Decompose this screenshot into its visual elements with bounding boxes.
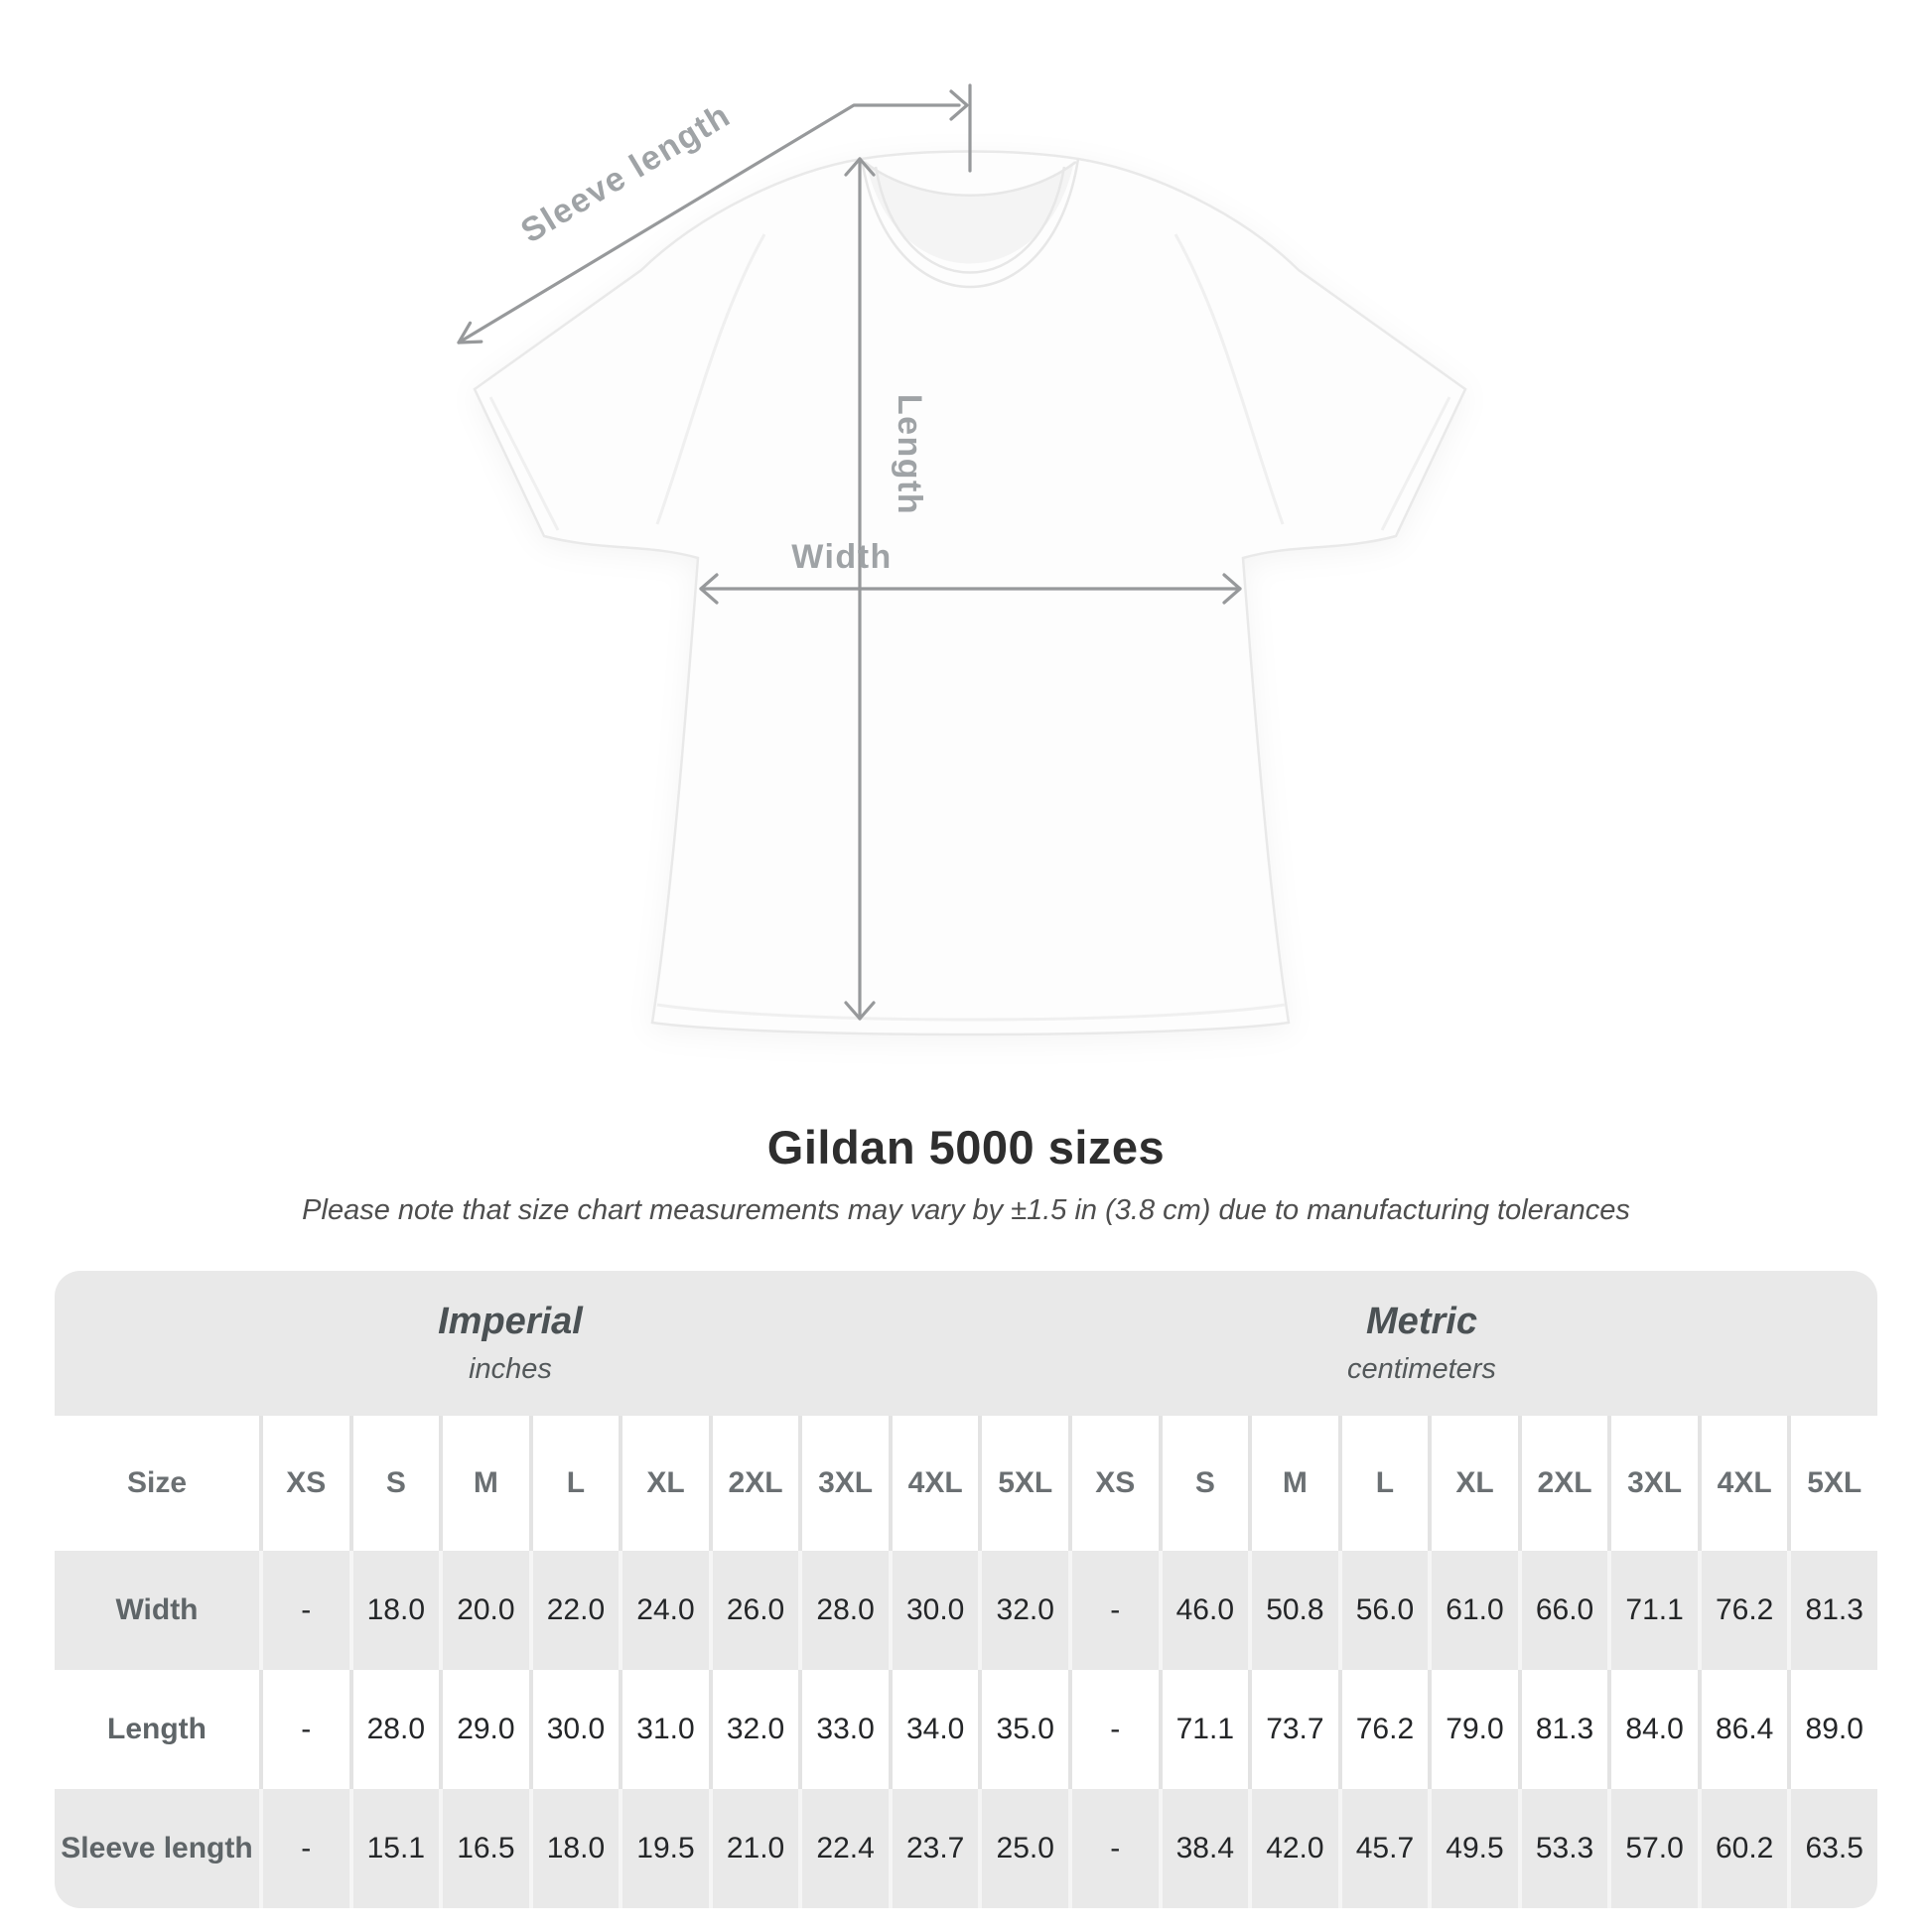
value-cell: 46.0 xyxy=(1159,1551,1249,1670)
value-cell: 28.0 xyxy=(798,1551,889,1670)
value-cell: 33.0 xyxy=(798,1670,889,1789)
value-cell: - xyxy=(1068,1551,1159,1670)
metric-group-name: Metric xyxy=(1366,1301,1477,1342)
value-cell: 79.0 xyxy=(1428,1670,1518,1789)
value-cell: 18.0 xyxy=(529,1789,620,1908)
size-header-cell: 5XL xyxy=(978,1416,1068,1551)
value-cell: 73.7 xyxy=(1248,1670,1338,1789)
value-cell: 81.3 xyxy=(1518,1670,1608,1789)
value-cell: 38.4 xyxy=(1159,1789,1249,1908)
value-cell: 57.0 xyxy=(1607,1789,1698,1908)
value-cell: - xyxy=(1068,1670,1159,1789)
size-header-cell: 2XL xyxy=(709,1416,799,1551)
size-header-row xyxy=(55,1416,1877,1551)
value-cell: 45.7 xyxy=(1338,1789,1429,1908)
row-label: Sleeve length xyxy=(61,1832,253,1864)
unit-group-header-row xyxy=(55,1271,1877,1416)
sleeve-length-row xyxy=(55,1789,1877,1908)
size-chart-card xyxy=(55,1271,1877,1908)
length-label: Length xyxy=(891,393,928,516)
size-header-cell: L xyxy=(1338,1416,1429,1551)
value-cell: 26.0 xyxy=(709,1551,799,1670)
value-cell: 30.0 xyxy=(889,1551,979,1670)
page-title: Gildan 5000 sizes xyxy=(766,1121,1166,1173)
size-header-cell: 5XL xyxy=(1787,1416,1877,1551)
value-cell: 32.0 xyxy=(709,1670,799,1789)
value-cell: 24.0 xyxy=(619,1551,709,1670)
value-cell: - xyxy=(259,1551,349,1670)
value-cell: 86.4 xyxy=(1698,1670,1788,1789)
tolerance-note: Please note that size chart measurements may vary by ±1.5 in (3.8 cm) due to manufacturing tolerances xyxy=(302,1194,1630,1226)
length-row xyxy=(55,1670,1877,1789)
value-cell: 84.0 xyxy=(1607,1670,1698,1789)
size-header-cell: XS xyxy=(1068,1416,1159,1551)
size-header-cell: 2XL xyxy=(1518,1416,1608,1551)
value-cell: 20.0 xyxy=(439,1551,529,1670)
value-cell: 31.0 xyxy=(619,1670,709,1789)
value-cell: 76.2 xyxy=(1338,1670,1429,1789)
value-cell: 49.5 xyxy=(1428,1789,1518,1908)
value-cell: 30.0 xyxy=(529,1670,620,1789)
size-header-cell: S xyxy=(349,1416,440,1551)
size-header-cell: XS xyxy=(259,1416,349,1551)
value-cell: 18.0 xyxy=(349,1551,440,1670)
value-cell: 22.4 xyxy=(798,1789,889,1908)
size-header-cell: 4XL xyxy=(889,1416,979,1551)
value-cell: 53.3 xyxy=(1518,1789,1608,1908)
value-cell: 23.7 xyxy=(889,1789,979,1908)
value-cell: 56.0 xyxy=(1338,1551,1429,1670)
value-cell: - xyxy=(259,1789,349,1908)
title-block xyxy=(0,1120,1932,1227)
value-cell: - xyxy=(1068,1789,1159,1908)
size-column-header: Size xyxy=(126,1466,188,1499)
value-cell: 21.0 xyxy=(709,1789,799,1908)
value-cell: 16.5 xyxy=(439,1789,529,1908)
size-header-cell: M xyxy=(439,1416,529,1551)
value-cell: 34.0 xyxy=(889,1670,979,1789)
value-cell: 71.1 xyxy=(1607,1551,1698,1670)
value-cell: 42.0 xyxy=(1248,1789,1338,1908)
value-cell: 35.0 xyxy=(978,1670,1068,1789)
value-cell: 81.3 xyxy=(1787,1551,1877,1670)
value-cell: 71.1 xyxy=(1159,1670,1249,1789)
sleeve-length-label: Sleeve length xyxy=(514,95,738,251)
value-cell: 28.0 xyxy=(349,1670,440,1789)
value-cell: 61.0 xyxy=(1428,1551,1518,1670)
width-label: Width xyxy=(791,538,893,576)
tshirt-illustration xyxy=(475,152,1465,1035)
size-header-cell: XL xyxy=(1428,1416,1518,1551)
value-cell: 66.0 xyxy=(1518,1551,1608,1670)
value-cell: 29.0 xyxy=(439,1670,529,1789)
metric-group-header xyxy=(966,1301,1877,1386)
value-cell: 19.5 xyxy=(619,1789,709,1908)
imperial-group-header xyxy=(55,1301,966,1386)
size-header-cell: S xyxy=(1159,1416,1249,1551)
value-cell: 76.2 xyxy=(1698,1551,1788,1670)
size-header-cell: XL xyxy=(619,1416,709,1551)
size-header-cell: 3XL xyxy=(798,1416,889,1551)
size-header-cell: L xyxy=(529,1416,620,1551)
width-row xyxy=(55,1551,1877,1670)
metric-group-unit: centimeters xyxy=(1347,1353,1496,1385)
value-cell: 89.0 xyxy=(1787,1670,1877,1789)
size-header-cell: 4XL xyxy=(1698,1416,1788,1551)
imperial-group-name: Imperial xyxy=(438,1301,583,1342)
value-cell: 63.5 xyxy=(1787,1789,1877,1908)
row-label: Width xyxy=(115,1593,199,1626)
value-cell: 25.0 xyxy=(978,1789,1068,1908)
imperial-group-unit: inches xyxy=(469,1353,552,1385)
value-cell: 32.0 xyxy=(978,1551,1068,1670)
value-cell: 60.2 xyxy=(1698,1789,1788,1908)
value-cell: 22.0 xyxy=(529,1551,620,1670)
size-header-cell: M xyxy=(1248,1416,1338,1551)
value-cell: - xyxy=(259,1670,349,1789)
row-label: Length xyxy=(107,1713,207,1745)
value-cell: 15.1 xyxy=(349,1789,440,1908)
size-header-cell: 3XL xyxy=(1607,1416,1698,1551)
value-cell: 50.8 xyxy=(1248,1551,1338,1670)
